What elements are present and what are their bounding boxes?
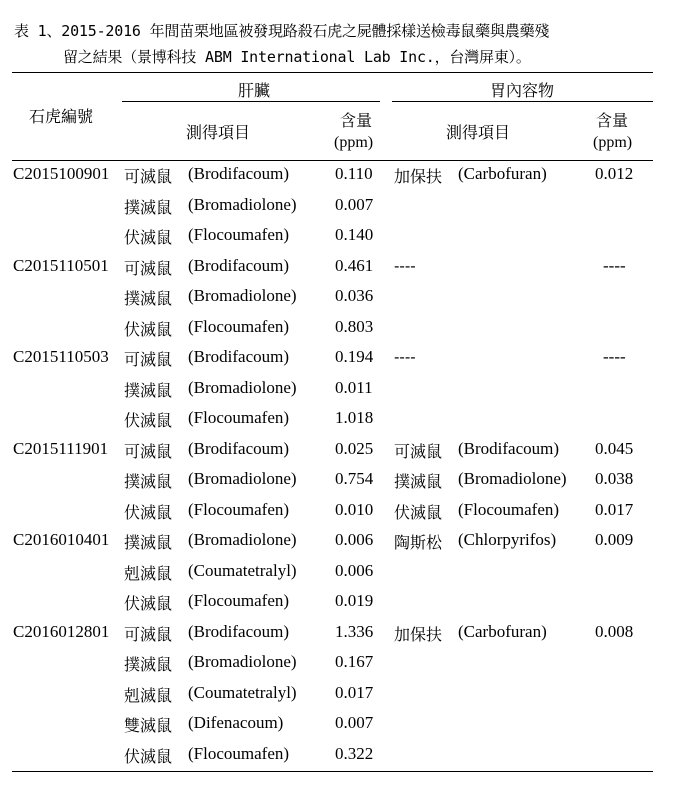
liver-agent-latin: (Bromadiolone) [188, 286, 297, 305]
liver-agent-name: 伏滅鼠 [124, 320, 173, 339]
liver-amount: 0.194 [335, 347, 374, 366]
liver-agent-latin: (Difenacoum) [188, 713, 284, 732]
liver-agent-name: 伏滅鼠 [124, 503, 173, 522]
liver-amount: 0.017 [335, 683, 374, 702]
stomach-agent-latin: (Carbofuran) [458, 622, 547, 641]
stomach-group-rule [392, 101, 653, 102]
liver-agent-latin: (Flocoumafen) [188, 317, 290, 336]
liver-agent-latin: (Brodifacoum) [188, 622, 290, 641]
cat-id-cell: C2015110503 [13, 347, 109, 366]
stomach-amount: 0.009 [595, 530, 634, 549]
liver-amount: 1.336 [335, 622, 374, 641]
liver-agent-name: 撲滅鼠 [124, 655, 173, 674]
table-top-rule [12, 72, 653, 73]
stomach-agent-latin: (Flocoumafen) [458, 500, 560, 519]
liver-agent-latin: (Flocoumafen) [188, 744, 290, 763]
stomach-agent-name: 陶斯松 [394, 533, 443, 552]
stomach-agent-name: 加保扶 [394, 167, 443, 186]
header-liver-amount: 含量 [340, 111, 373, 130]
liver-agent-name: 可滅鼠 [124, 259, 173, 278]
liver-agent-latin: (Bromadiolone) [188, 195, 297, 214]
header-stomach-item: 測得項目 [446, 123, 511, 142]
cat-id-cell: C2015110501 [13, 256, 109, 275]
liver-amount: 0.006 [335, 561, 374, 580]
cat-id-cell: C2015111901 [13, 439, 109, 458]
liver-agent-latin: (Brodifacoum) [188, 164, 290, 183]
liver-agent-name: 撲滅鼠 [124, 472, 173, 491]
liver-agent-name: 剋滅鼠 [124, 564, 173, 583]
liver-agent-name: 伏滅鼠 [124, 411, 173, 430]
stomach-amount: 0.045 [595, 439, 634, 458]
liver-agent-latin: (Coumatetralyl) [188, 561, 297, 580]
liver-agent-name: 伏滅鼠 [124, 747, 173, 766]
liver-agent-name: 伏滅鼠 [124, 228, 173, 247]
stomach-amount: 0.012 [595, 164, 634, 183]
liver-agent-latin: (Flocoumafen) [188, 225, 290, 244]
liver-agent-latin: (Bromadiolone) [188, 652, 297, 671]
header-liver-unit: (ppm) [334, 134, 374, 151]
liver-agent-latin: (Brodifacoum) [188, 256, 290, 275]
liver-agent-name: 撲滅鼠 [124, 533, 173, 552]
header-liver: 肝臟 [238, 81, 271, 100]
liver-agent-name: 可滅鼠 [124, 167, 173, 186]
liver-amount: 0.025 [335, 439, 374, 458]
table-caption [14, 18, 694, 70]
cat-id-cell: C2015100901 [13, 164, 110, 183]
stomach-agent-latin: (Carbofuran) [458, 164, 547, 183]
liver-agent-latin: (Bromadiolone) [188, 469, 297, 488]
liver-amount: 0.036 [335, 286, 374, 305]
liver-agent-latin: (Flocoumafen) [188, 500, 290, 519]
header-stomach-amount: 含量 [596, 111, 629, 130]
stomach-agent-name: 可滅鼠 [394, 442, 443, 461]
stomach-agent-name: 伏滅鼠 [394, 503, 443, 522]
liver-agent-name: 伏滅鼠 [124, 594, 173, 613]
liver-amount: 0.007 [335, 195, 374, 214]
liver-amount: 0.322 [335, 744, 374, 763]
liver-amount: 0.019 [335, 591, 374, 610]
stomach-amount: 0.038 [595, 469, 634, 488]
liver-agent-name: 剋滅鼠 [124, 686, 173, 705]
liver-agent-latin: (Flocoumafen) [188, 408, 290, 427]
caption-line-2: 留之結果（景博科技 ABM International Lab Inc.，台灣屏東）。 [63, 48, 531, 66]
liver-amount: 0.754 [335, 469, 374, 488]
stomach-agent-name: 加保扶 [394, 625, 443, 644]
stomach-agent-name: 撲滅鼠 [394, 472, 443, 491]
liver-agent-name: 可滅鼠 [124, 442, 173, 461]
liver-agent-latin: (Flocoumafen) [188, 591, 290, 610]
liver-agent-latin: (Brodifacoum) [188, 347, 290, 366]
liver-agent-name: 撲滅鼠 [124, 381, 173, 400]
liver-agent-name: 雙滅鼠 [124, 716, 173, 735]
stomach-agent-latin: (Chlorpyrifos) [458, 530, 557, 549]
stomach-amount: ---- [603, 347, 626, 366]
liver-agent-name: 可滅鼠 [124, 625, 173, 644]
caption-line-1: 表 1、2015-2016 年間苗栗地區被發現路殺石虎之屍體採樣送檢毒鼠藥與農藥殘 [14, 22, 550, 40]
liver-amount: 0.006 [335, 530, 374, 549]
liver-agent-latin: (Bromadiolone) [188, 378, 297, 397]
header-stomach-unit: (ppm) [593, 134, 633, 151]
liver-amount: 1.018 [335, 408, 374, 427]
stomach-agent-latin: (Bromadiolone) [458, 469, 567, 488]
liver-amount: 0.110 [335, 164, 373, 183]
liver-amount: 0.010 [335, 500, 374, 519]
liver-agent-latin: (Bromadiolone) [188, 530, 297, 549]
stomach-agent-name: ---- [394, 256, 416, 275]
header-stomach: 胃內容物 [490, 81, 555, 100]
cat-id-cell: C2016010401 [13, 530, 110, 549]
liver-agent-latin: (Coumatetralyl) [188, 683, 297, 702]
liver-agent-name: 可滅鼠 [124, 350, 173, 369]
header-cat-id: 石虎編號 [29, 107, 94, 126]
liver-amount: 0.461 [335, 256, 374, 275]
liver-agent-name: 撲滅鼠 [124, 289, 173, 308]
stomach-agent-name: ---- [394, 347, 416, 366]
cat-id-cell: C2016012801 [13, 622, 110, 641]
liver-amount: 0.167 [335, 652, 374, 671]
liver-group-rule [122, 101, 380, 102]
liver-agent-name: 撲滅鼠 [124, 198, 173, 217]
liver-amount: 0.803 [335, 317, 374, 336]
table-bottom-rule [12, 771, 653, 772]
stomach-amount: ---- [603, 256, 626, 275]
header-liver-item: 測得項目 [186, 123, 251, 142]
liver-amount: 0.140 [335, 225, 374, 244]
liver-amount: 0.007 [335, 713, 374, 732]
stomach-amount: 0.008 [595, 622, 634, 641]
header-bottom-rule [12, 160, 653, 161]
liver-amount: 0.011 [335, 378, 373, 397]
stomach-amount: 0.017 [595, 500, 634, 519]
stomach-agent-latin: (Brodifacoum) [458, 439, 560, 458]
liver-agent-latin: (Brodifacoum) [188, 439, 290, 458]
